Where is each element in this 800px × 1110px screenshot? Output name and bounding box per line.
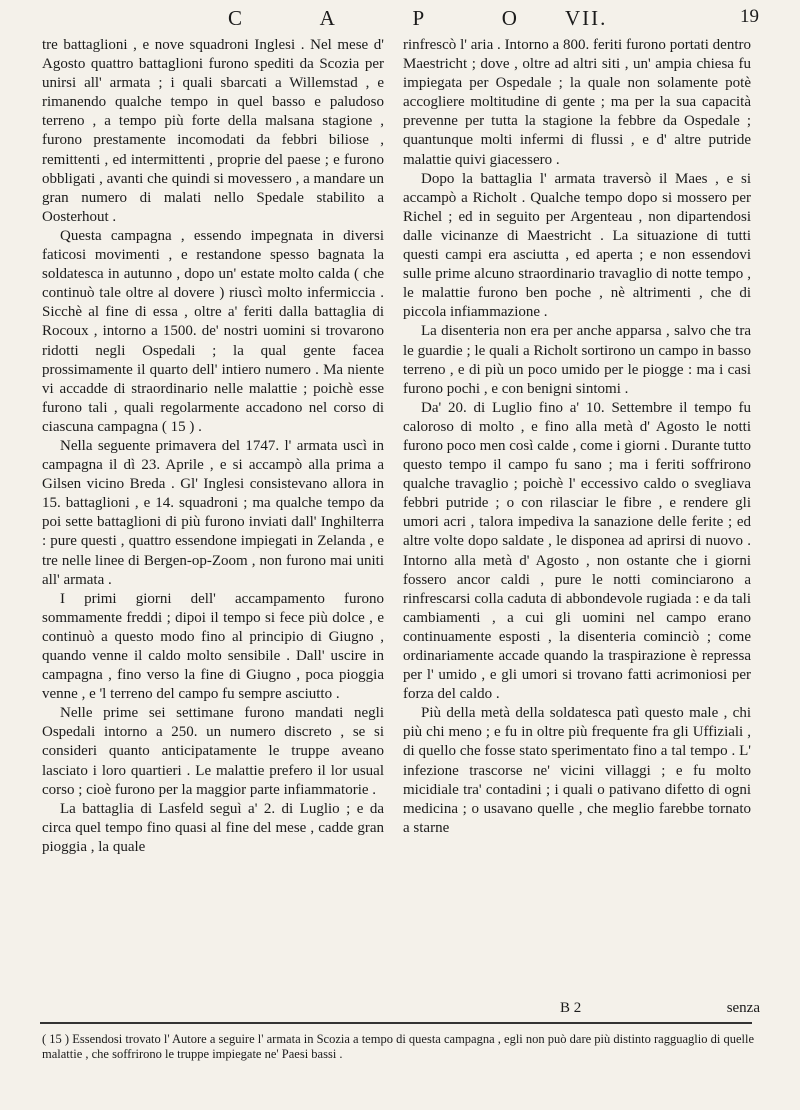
paragraph: Questa campagna , essendo impegnata in diversi faticosi movimenti , e restandone spesso bagnata la soldatesca in autunno , dopo un' estate molto calda ( che continuò tale oltre al dovere ) riuscì molto infermiccia . Sicchè al fine di essa , oltre a' feriti dalla battaglia di Rocoux , intorno a 1500. de' nostri uomini si trovarono ridotti negli Ospedali ; la qual gente facea prossimamente il quarto dell' intiero numero . Ma niente vi accadde di straordinario nelle malattie ; poichè esse furono tali , quali regolarmente accadono nel corso di ciascuna campagna ( 15 ) . xyxy=(42,227,384,435)
catchword: senza xyxy=(726,1000,760,1016)
running-head-letter: C xyxy=(228,6,244,30)
running-head-letter: O xyxy=(501,6,518,30)
paragraph: Nelle prime sei settimane furono mandati negli Ospedali intorno a 250. un numero discreto , se si consideri quanto anticipatamente le truppe aveano lasciato i loro quartieri . Le malattie prefero il lor usual corso ; cioè furono per la maggior parte infiammatorie . xyxy=(42,705,384,798)
paragraph: Nella seguente primavera del 1747. l' armata uscì in campagna il dì 23. Aprile , e si accampò alla prima a Gilsen vicino Breda . Gl' Inglesi consistevano allora in 15. battaglioni , e 14. squadroni ; ma qualche tempo da poi sette battaglioni di più furono inviati dall' Inghilterra : pure questi , quattro essendone impiegati in Zelanda , e tre nelle linee di Bergen-op-Zoom , non furono mai uniti all' armata . xyxy=(42,437,384,588)
paragraph: rinfrescò l' aria . Intorno a 800. feriti furono portati dentro Maestricht ; dove , oltre ad altri siti , un' ampia chiesa fu impiegata per Ospedale ; la quale non solamente potè accogliere moltitudine di gente ; ma per la sua capacità prevenne per tutta la stagione la febbre da Ospedale ; quantunque molti infermi di flussi , e d' altre putride malattie quivi giacessero . xyxy=(403,37,751,168)
paragraph: Più della metà della soldatesca patì questo male , chi più chi meno ; e fu in oltre più frequente fra gli Uffiziali , di quello che fosse stato sperimentato fino a tal tempo . L' infezione trascorse ne' vicini villaggi ; e fu molto micidiale tra' contadini ; i quali o pativano difetto di ogni medicina ; o usavano quelle , che meglio farebbe tornato a starne xyxy=(403,705,751,836)
paragraph: Da' 20. di Luglio fino a' 10. Settembre il tempo fu caloroso di molto , e fino alla metà d' Agosto le notti furono poco men così calde , come i giorni . Durante tutto questo tempo il campo fu sano ; ma i feriti soffrirono qualche travaglio ; poichè l' eccessivo caldo o svegliava febbri putride ; o con rilasciar le fibre , e rendere gli umori acri , talora impediva la sanazione delle ferite ; ed altre volte dopo saldate , le disponea ad aprirsi di nuovo . Intorno alla metà d' Agosto , non ostante che i giorni fossero ancor caldi , pure le notti cominciarono a rinfrescarsi colla caduta di abbondevole rugiada : e da tali cambiamenti , a cui gli uomini nel campo erano continuamente esposti , la disenteria cominciò ; come ordinariamente accade quando la traspirazione è repressa per l' umido , e gli umori si trovano fatti acrimoniosi per forza del caldo . xyxy=(403,399,751,703)
right-column xyxy=(403,36,751,838)
left-column xyxy=(42,36,384,857)
footnote-divider xyxy=(40,1022,752,1024)
footnote: ( 15 ) Essendosi trovato l' Autore a seguire l' armata in Scozia a tempo di questa campagna , egli non può dare più distinto ragguaglio di quelle malattie , che soffrirono le truppe impiegate ne' Paesi bassi . xyxy=(42,1032,754,1061)
page-number: 19 xyxy=(740,6,759,27)
chapter-numeral: VII. xyxy=(565,6,608,30)
paragraph: tre battaglioni , e nove squadroni Inglesi . Nel mese d' Agosto quattro battaglioni furono spediti da Scozia per unirsi all' armata ; i quali sbarcati a Willemstad , e rimanendo qualche tempo in quel basso e paludoso terreno , a tempo più forte della malsana stagione , furono prestamente incomodati da febbri biliose , remittenti , ed intermittenti , proprie del paese ; e furono obbligati , avanti che quindi si movessero , a mandare un gran numero di malati nello Spedale stabilito a Oosterhout . xyxy=(42,37,384,225)
running-head-letter: A xyxy=(319,6,336,30)
paragraph: Dopo la battaglia l' armata traversò il Maes , e si accampò a Richolt . Qualche tempo dopo si mossero per Richel ; ed in seguito per Argenteau , non dipartendosi dalle vicinanze di Maestricht . La situazione di tutti questi campi era asciutta , ed aperta ; e non essendovi sulle prime alcuno straordinario travaglio di notte tempo , le malattie furono ben poche , nè altrimenti , che di piccola infiammazione . xyxy=(403,170,751,321)
running-head-letter: P xyxy=(412,6,426,30)
signature-line xyxy=(560,1000,760,1017)
paragraph: La battaglia di Lasfeld seguì a' 2. di Luglio ; e da circa quel tempo fino quasi al fine del mese , cadde gran pioggia , la quale xyxy=(42,800,384,855)
signature-mark: B 2 xyxy=(560,1000,582,1016)
paragraph: La disenteria non era per anche apparsa , salvo che tra le guardie ; le quali a Richolt sortirono un campo in basso terreno , e di più un poco umido per le piogge : ma i casi furono pochi , e con benigni sintomi . xyxy=(403,323,751,397)
paragraph: I primi giorni dell' accampamento furono sommamente freddi ; dipoi il tempo si fece più dolce , e continuò a questo modo fino al principio di Giugno , quando venne il caldo molto sensibile . Dall' uscire in campagna , fino verso la fine di Giugno , poca pioggia venne , e 'l terreno del campo fu sempre asciutto . xyxy=(42,590,384,703)
running-head xyxy=(228,6,518,31)
